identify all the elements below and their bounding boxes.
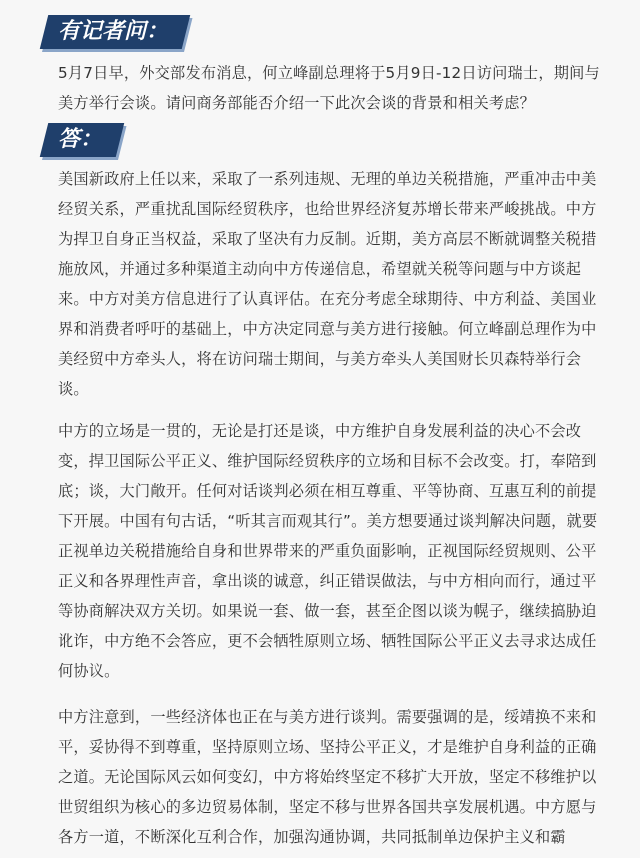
- question-label: 有记者问：: [40, 15, 190, 49]
- answer-label: 答：: [40, 123, 124, 157]
- answer-paragraph-1: 美国新政府上任以来，采取了一系列违规、无理的单边关税措施，严重冲击中美经贸关系，严重扰乱国际经贸秩序，也给世界经济复苏增长带来严峻挑战。中方为捍卫自身正当权益，采取了坚决有力反制。近期，美方高层不断就调整关税措施放风，并通过多种渠道主动向中方传递信息，希望就关税等问题与中方谈起来。中方对美方信息进行了认真评估。在充分考虑全球期待、中方利益、美国业界和消费者呼吁的基础上，中方决定同意与美方进行接触。何立峰副总理作为中美经贸中方牵头人，将在访问瑞士期间，与美方牵头人美国财长贝森特举行会谈。: [58, 170, 597, 398]
- answer-paragraph-3: 中方注意到，一些经济体也正在与美方进行谈判。需要强调的是，绥靖换不来和平，妥协得不到尊重，坚持原则立场、坚持公平正义，才是维护自身利益的正确之道。无论国际风云如何变幻，中方将始终坚定不移扩大开放，坚定不移维护以世贸组织为核心的多边贸易体制，坚定不移与世界各国共享发展机遇。中方愿与各方一道，不断深化互利合作，加强沟通协调，共同抵制单边保护主义和霸: [58, 708, 597, 846]
- answer-paragraph-2: 中方的立场是一贯的，无论是打还是谈，中方维护自身发展利益的决心不会改变，捍卫国际公平正义、维护国际经贸秩序的立场和目标不会改变。打，奉陪到底；谈，大门敞开。任何对话谈判必须在相互尊重、平等协商、互惠互利的前提下开展。中国有句古话，“听其言而观其行”。美方想要通过谈判解决问题，就要正视单边关税措施给自身和世界带来的严重负面影响，正视国际经贸规则、公平正义和各界理性声音，拿出谈的诚意，纠正错误做法，与中方相向而行，通过平等协商解决双方关切。如果说一套、做一套，甚至企图以谈为幌子，继续搞胁迫讹诈，中方绝不会答应，更不会牺牲原则立场、牺牲国际公平正义去寻求达成任何协议。: [58, 422, 598, 680]
- question-text: 5月7日早，外交部发布消息，何立峰副总理将于5月9日-12日访问瑞士，期间与美方举行会谈。请问商务部能否介绍一下此次会谈的背景和相关考虑？: [58, 64, 600, 112]
